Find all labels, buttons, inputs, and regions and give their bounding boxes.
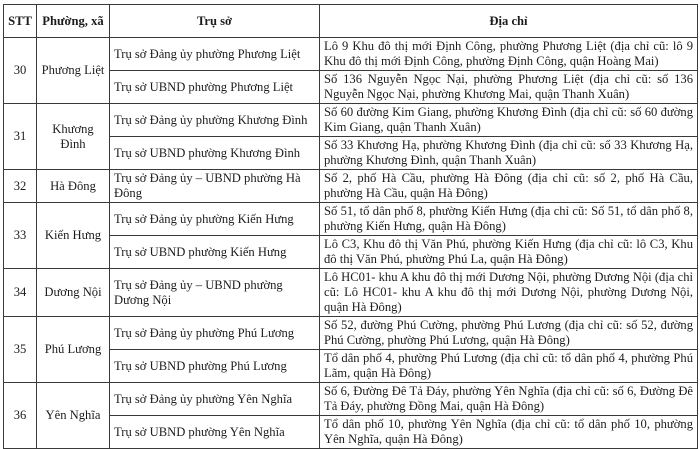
stt-cell: 36 [4,383,37,449]
office-cell: Trụ sở Đảng ủy phường Khương Đình [110,104,320,137]
address-cell: Số 6, Đường Đê Tả Đáy, phường Yên Nghĩa (địa chỉ cũ: số 6, Đường Đê Tả Đáy, phường Đồng Mai, quận Hà Đông) [320,383,698,416]
table-row [4,170,698,203]
ward-name-cell: Yên Nghĩa [37,383,110,449]
office-cell: Trụ sở Đảng ủy – UBND phường Dương Nội [110,269,320,317]
header-address: Địa chỉ [320,5,698,38]
stt-cell: 30 [4,38,37,104]
office-cell: Trụ sở Đảng ủy phường Phương Liệt [110,38,320,71]
header-ward: Phường, xã [37,5,110,38]
office-cell: Trụ sở Đảng ủy – UBND phường Hà Đông [110,170,320,203]
address-cell: Lô HC01- khu A khu đô thị mới Dương Nội, phường Dương Nội (địa chỉ cũ: Lô HC01- khu A khu đô thị mới Dương Nội, phường Dương Nội, quận Hà Đông) [320,269,698,317]
office-cell: Trụ sở Đảng ủy phường Kiến Hưng [110,203,320,236]
stt-cell: 32 [4,170,37,203]
office-cell: Trụ sở UBND phường Phú Lương [110,350,320,383]
stt-cell: 35 [4,317,37,383]
ward-name-cell: Phú Lương [37,317,110,383]
ward-name-cell: Dương Nội [37,269,110,317]
office-cell: Trụ sở UBND phường Kiến Hưng [110,236,320,269]
table-row [4,317,698,350]
table-row [4,104,698,137]
office-cell: Trụ sở Đảng ủy phường Phú Lương [110,317,320,350]
stt-cell: 33 [4,203,37,269]
table-row [4,383,698,416]
address-cell: Số 2, phố Hà Cầu, phường Hà Đông (địa chỉ cũ: số 2, phố Hà Cầu, phường Hà Cầu, quận Hà Đông) [320,170,698,203]
table-row [4,269,698,317]
ward-name-cell: Khương Đình [37,104,110,170]
header-stt: STT [4,5,37,38]
stt-cell: 34 [4,269,37,317]
header-office: Trụ sở [110,5,320,38]
header-row [4,5,698,38]
address-cell: Lô 9 Khu đô thị mới Định Công, phường Phương Liệt (địa chỉ cũ: lô 9 Khu đô thị mới Định Công, phường Định Công, quận Hoàng Mai) [320,38,698,71]
ward-office-table [3,4,698,449]
ward-name-cell: Phương Liệt [37,38,110,104]
address-cell: Số 33 Khương Hạ, phường Khương Đình (địa chỉ cũ: số 33 Khương Hạ, phường Khương Đình, quận Thanh Xuân) [320,137,698,170]
office-cell: Trụ sở UBND phường Khương Đình [110,137,320,170]
address-cell: Tổ dân phố 4, phường Phú Lương (địa chỉ cũ: tổ dân phố 4, phường Phú Lãm, quận Hà Đông) [320,350,698,383]
office-cell: Trụ sở Đảng ủy phường Yên Nghĩa [110,383,320,416]
address-cell: Số 51, tổ dân phố 8, phường Kiến Hưng (địa chỉ cũ: Số 51, tổ dân phố 8, phường Kiến Hưng, quận Hà Đông) [320,203,698,236]
stt-cell: 31 [4,104,37,170]
table-row [4,38,698,71]
office-cell: Trụ sở UBND phường Yên Nghĩa [110,416,320,449]
address-cell: Lô C3, Khu đô thị Văn Phú, phường Kiến Hưng (địa chỉ cũ: lô C3, Khu đô thị Văn Phú, phường Phú La, quận Hà Đông) [320,236,698,269]
table-row [4,203,698,236]
ward-name-cell: Hà Đông [37,170,110,203]
address-cell: Số 60 đường Kim Giang, phường Khương Đình (địa chỉ cũ: số 60 đường Kim Giang, quận Thanh Xuân) [320,104,698,137]
address-cell: Số 136 Nguyễn Ngọc Nại, phường Phương Liệt (địa chỉ cũ: số 136 Nguyễn Ngọc Nại, phường Khương Mai, quận Thanh Xuân) [320,71,698,104]
ward-name-cell: Kiến Hưng [37,203,110,269]
office-cell: Trụ sở UBND phường Phương Liệt [110,71,320,104]
address-cell: Tổ dân phố 10, phường Yên Nghĩa (địa chỉ cũ: tổ dân phố 10, phường Yên Nghĩa, quận Hà Đông) [320,416,698,449]
address-cell: Số 52, đường Phú Cường, phường Phú Lương (địa chỉ cũ: số 52, đường Phú Cường, phường Phú Lương, quận Hà Đông) [320,317,698,350]
